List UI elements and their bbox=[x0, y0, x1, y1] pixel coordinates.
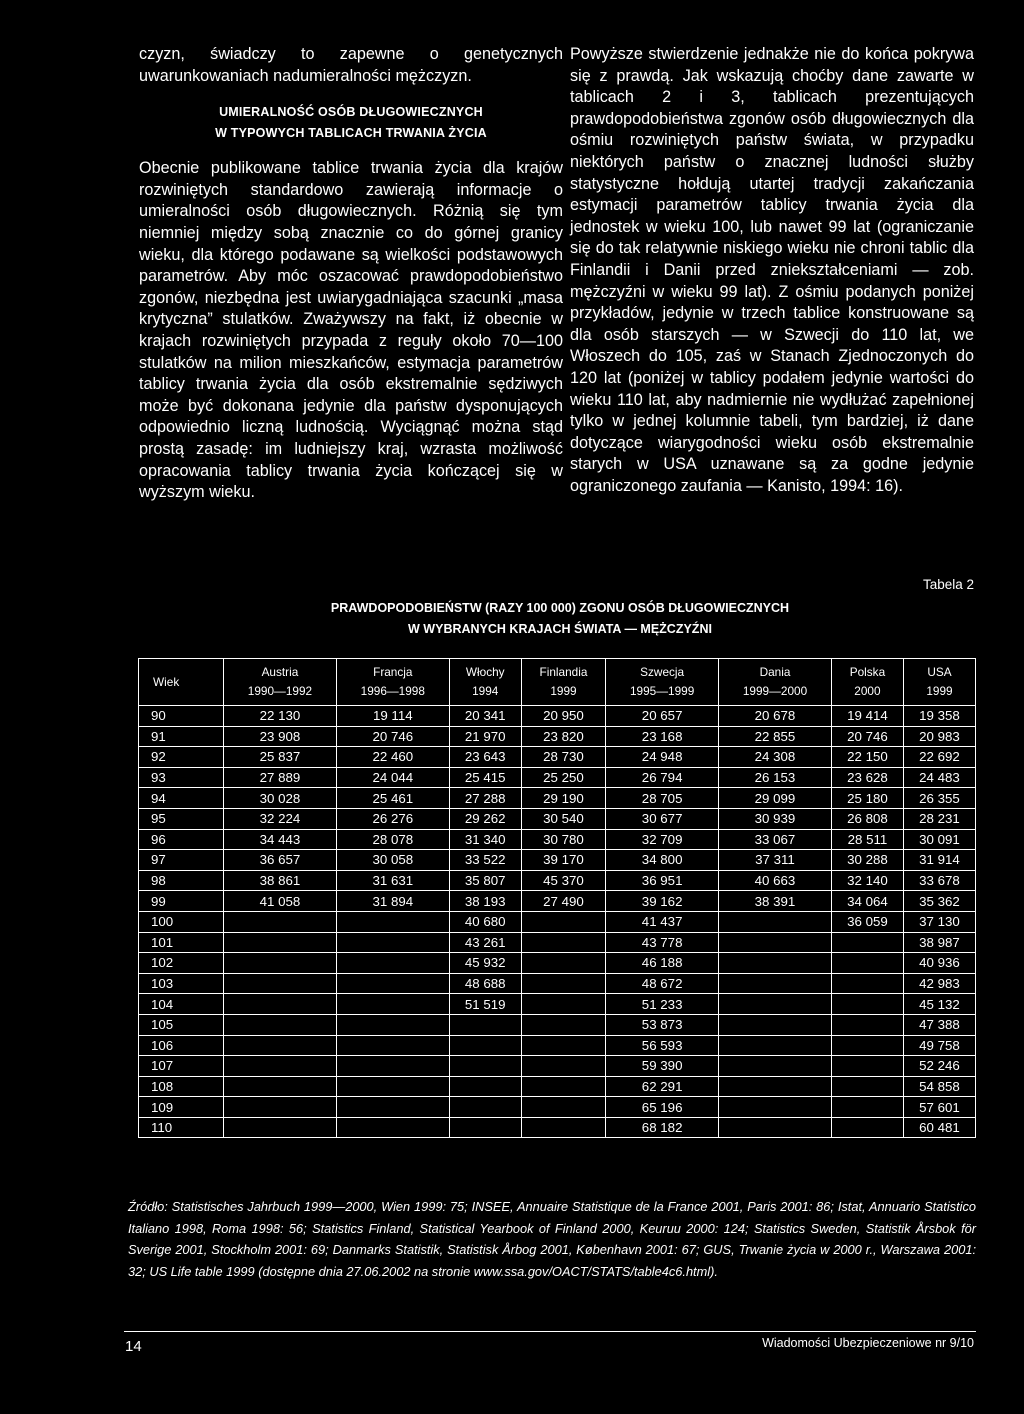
age-cell: 94 bbox=[139, 788, 224, 809]
table-body bbox=[139, 706, 976, 1138]
value-cell: 28 511 bbox=[831, 829, 903, 850]
table-row bbox=[139, 870, 976, 891]
source-note: Źródło: Statistisches Jahrbuch 1999—2000, Wien 1999: 75; INSEE, Annuaire Statistique de la France 2001, Paris 2001: 86; Istat, Annuario Statistico Italiano 1998, Roma 1998: 56; Statistics Finland, Statistical Yearbook of Finland 2000, Keuruu 2000: 124; Statistics Sweden, Statistik Årsbok för Sverige 2001, Stockholm 2001: 69; Danmarks Statistik, Statistisk Årbog 2001, København 2001: 67; GUS, Trwanie życia w 2000 r., Warszawa 2001: 32; US Life table 1999 (dostępne dnia 27.06.2002 na stronie www.ssa.gov/OACT/STATS/table4c6.html). bbox=[128, 1199, 976, 1279]
value-cell: 38 193 bbox=[449, 891, 521, 912]
value-cell: 29 190 bbox=[521, 788, 605, 809]
age-cell: 97 bbox=[139, 850, 224, 871]
value-cell bbox=[521, 1076, 605, 1097]
value-cell: 30 028 bbox=[224, 788, 337, 809]
value-cell: 30 091 bbox=[903, 829, 975, 850]
value-cell: 48 688 bbox=[449, 973, 521, 994]
value-cell bbox=[831, 1014, 903, 1035]
value-cell bbox=[224, 1014, 337, 1035]
table-row bbox=[139, 973, 976, 994]
table-header-row bbox=[139, 659, 976, 706]
value-cell bbox=[449, 1014, 521, 1035]
value-cell: 52 246 bbox=[903, 1056, 975, 1077]
value-cell bbox=[336, 911, 449, 932]
value-cell: 28 730 bbox=[521, 747, 605, 768]
value-cell: 20 746 bbox=[336, 726, 449, 747]
value-cell: 20 746 bbox=[831, 726, 903, 747]
value-cell bbox=[831, 1056, 903, 1077]
country-name: Szwecja bbox=[640, 665, 685, 679]
table-row bbox=[139, 706, 976, 727]
value-cell: 60 481 bbox=[903, 1117, 975, 1138]
value-cell: 26 153 bbox=[719, 767, 832, 788]
value-cell: 62 291 bbox=[606, 1076, 719, 1097]
age-cell: 107 bbox=[139, 1056, 224, 1077]
value-cell: 20 657 bbox=[606, 706, 719, 727]
value-cell: 30 288 bbox=[831, 850, 903, 871]
value-cell: 35 362 bbox=[903, 891, 975, 912]
country-years: 1999—2000 bbox=[742, 684, 808, 698]
left-column bbox=[139, 44, 563, 504]
value-cell bbox=[224, 1076, 337, 1097]
value-cell bbox=[336, 953, 449, 974]
table-row bbox=[139, 829, 976, 850]
value-cell: 53 873 bbox=[606, 1014, 719, 1035]
value-cell: 19 114 bbox=[336, 706, 449, 727]
value-cell bbox=[336, 932, 449, 953]
country-name: Finlandia bbox=[539, 665, 588, 679]
value-cell: 25 250 bbox=[521, 767, 605, 788]
value-cell bbox=[449, 1056, 521, 1077]
right-column bbox=[570, 44, 974, 497]
value-cell: 28 078 bbox=[336, 829, 449, 850]
value-cell bbox=[336, 973, 449, 994]
section-heading-line1: UMIERALNOŚĆ OSÓB DŁUGOWIECZNYCH bbox=[219, 105, 483, 120]
country-name: Polska bbox=[849, 665, 886, 679]
value-cell bbox=[719, 994, 832, 1015]
value-cell bbox=[224, 911, 337, 932]
age-cell: 110 bbox=[139, 1117, 224, 1138]
value-cell: 19 358 bbox=[903, 706, 975, 727]
table-row bbox=[139, 726, 976, 747]
value-cell bbox=[831, 994, 903, 1015]
value-cell bbox=[521, 1014, 605, 1035]
value-cell: 19 414 bbox=[831, 706, 903, 727]
age-cell: 100 bbox=[139, 911, 224, 932]
value-cell bbox=[831, 1035, 903, 1056]
value-cell: 34 443 bbox=[224, 829, 337, 850]
value-cell: 42 983 bbox=[903, 973, 975, 994]
value-cell: 25 461 bbox=[336, 788, 449, 809]
value-cell: 32 224 bbox=[224, 808, 337, 829]
table-row bbox=[139, 1097, 976, 1118]
value-cell: 27 889 bbox=[224, 767, 337, 788]
value-cell: 36 951 bbox=[606, 870, 719, 891]
right-paragraph: Powyższe stwierdzenie jednakże nie do końca pokrywa się z prawdą. Jak wskazują choćby dane zawarte w tablicach 2 i 3, tablicach prezentujących prawdopodobieństwa zgonów osób długowiecznych dla ośmiu rozwiniętych państw świata, w przypadku niektórych państw o znacznej ludności służby statystyczne hołdują utartej tradycji zakańczania estymacji parametrów tablicy trwania życia dla jednostek w wieku 100, lub nawet 99 lat (ograniczanie się do tak relatywnie niskiego wieku nie chroni tablic dla Finlandii i Danii przed zniekształceniami — zob. mężczyźni w wieku 99 lat). Z ośmiu podanych poniżej przykładów, jedynie w trzech tablice konstruowane są dla osób starszych — w Szwecji do 110 lat, we Włoszech do 105, zaś w Stanach Zjednoczonych do 120 lat (poniżej w tablicy podałem jedynie wartości do wieku 110 lat, aby nadmiernie nie wydłużać zapełnionej tylko w jednej kolumnie tabeli, tym bardziej, iż dane dotyczące wiarygodności wieku osób ekstremalnie starych w USA uznawane są za godne jedynie ograniczonego zaufania — Kanisto, 1994: 16). bbox=[570, 45, 974, 495]
value-cell bbox=[224, 932, 337, 953]
value-cell bbox=[521, 1117, 605, 1138]
value-cell bbox=[224, 994, 337, 1015]
table-title-line2: W WYBRANYCH KRAJACH ŚWIATA — MĘŻCZYŹNI bbox=[408, 622, 712, 636]
value-cell: 23 908 bbox=[224, 726, 337, 747]
value-cell: 37 311 bbox=[719, 850, 832, 871]
value-cell: 45 132 bbox=[903, 994, 975, 1015]
value-cell: 26 355 bbox=[903, 788, 975, 809]
value-cell bbox=[719, 932, 832, 953]
country-years: 1990—1992 bbox=[247, 684, 313, 698]
value-cell: 25 837 bbox=[224, 747, 337, 768]
table-row bbox=[139, 1014, 976, 1035]
value-cell: 27 490 bbox=[521, 891, 605, 912]
value-cell: 41 437 bbox=[606, 911, 719, 932]
value-cell: 54 858 bbox=[903, 1076, 975, 1097]
country-name: Włochy bbox=[465, 665, 505, 679]
value-cell: 57 601 bbox=[903, 1097, 975, 1118]
table-row bbox=[139, 911, 976, 932]
value-cell: 30 058 bbox=[336, 850, 449, 871]
value-cell bbox=[449, 1076, 521, 1097]
country-header bbox=[831, 659, 903, 706]
value-cell: 24 308 bbox=[719, 747, 832, 768]
value-cell bbox=[521, 932, 605, 953]
country-years: 1995—1999 bbox=[629, 684, 695, 698]
value-cell: 43 778 bbox=[606, 932, 719, 953]
value-cell: 26 276 bbox=[336, 808, 449, 829]
value-cell: 30 939 bbox=[719, 808, 832, 829]
mortality-table bbox=[138, 658, 976, 1138]
value-cell: 25 415 bbox=[449, 767, 521, 788]
country-name: Austria bbox=[261, 665, 299, 679]
value-cell bbox=[336, 1097, 449, 1118]
value-cell: 46 188 bbox=[606, 953, 719, 974]
value-cell bbox=[719, 1014, 832, 1035]
value-cell: 31 914 bbox=[903, 850, 975, 871]
value-cell: 22 692 bbox=[903, 747, 975, 768]
value-cell: 51 519 bbox=[449, 994, 521, 1015]
value-cell: 29 262 bbox=[449, 808, 521, 829]
age-cell: 101 bbox=[139, 932, 224, 953]
value-cell: 37 130 bbox=[903, 911, 975, 932]
table-row bbox=[139, 953, 976, 974]
value-cell: 21 970 bbox=[449, 726, 521, 747]
country-header bbox=[224, 659, 337, 706]
country-header bbox=[521, 659, 605, 706]
country-name: USA bbox=[927, 665, 952, 679]
value-cell: 30 540 bbox=[521, 808, 605, 829]
table-row bbox=[139, 1035, 976, 1056]
value-cell: 38 987 bbox=[903, 932, 975, 953]
value-cell: 32 709 bbox=[606, 829, 719, 850]
value-cell: 22 460 bbox=[336, 747, 449, 768]
value-cell: 23 628 bbox=[831, 767, 903, 788]
value-cell bbox=[224, 1035, 337, 1056]
value-cell bbox=[336, 1117, 449, 1138]
country-years: 1999 bbox=[550, 684, 577, 698]
value-cell: 48 672 bbox=[606, 973, 719, 994]
value-cell: 23 820 bbox=[521, 726, 605, 747]
value-cell: 20 341 bbox=[449, 706, 521, 727]
value-cell bbox=[719, 1035, 832, 1056]
value-cell: 26 794 bbox=[606, 767, 719, 788]
value-cell bbox=[521, 1056, 605, 1077]
value-cell bbox=[719, 1117, 832, 1138]
value-cell: 40 680 bbox=[449, 911, 521, 932]
value-cell: 20 678 bbox=[719, 706, 832, 727]
value-cell bbox=[831, 932, 903, 953]
age-cell: 106 bbox=[139, 1035, 224, 1056]
table-row bbox=[139, 1056, 976, 1077]
value-cell: 31 894 bbox=[336, 891, 449, 912]
value-cell bbox=[224, 1097, 337, 1118]
value-cell: 22 130 bbox=[224, 706, 337, 727]
value-cell bbox=[224, 1117, 337, 1138]
section-heading-line2: W TYPOWYCH TABLICACH TRWANIA ŻYCIA bbox=[215, 126, 487, 141]
age-cell: 104 bbox=[139, 994, 224, 1015]
value-cell: 24 483 bbox=[903, 767, 975, 788]
value-cell bbox=[719, 953, 832, 974]
value-cell: 59 390 bbox=[606, 1056, 719, 1077]
value-cell bbox=[521, 1097, 605, 1118]
table-row bbox=[139, 767, 976, 788]
table-title bbox=[180, 598, 940, 640]
value-cell: 24 948 bbox=[606, 747, 719, 768]
value-cell: 33 067 bbox=[719, 829, 832, 850]
value-cell bbox=[336, 1014, 449, 1035]
value-cell: 28 705 bbox=[606, 788, 719, 809]
age-cell: 92 bbox=[139, 747, 224, 768]
value-cell bbox=[831, 1097, 903, 1118]
value-cell: 33 678 bbox=[903, 870, 975, 891]
value-cell: 39 170 bbox=[521, 850, 605, 871]
age-cell: 93 bbox=[139, 767, 224, 788]
country-years: 1994 bbox=[472, 684, 499, 698]
section-heading bbox=[139, 102, 563, 144]
value-cell: 23 643 bbox=[449, 747, 521, 768]
value-cell: 47 388 bbox=[903, 1014, 975, 1035]
value-cell bbox=[719, 973, 832, 994]
age-cell: 103 bbox=[139, 973, 224, 994]
value-cell: 40 663 bbox=[719, 870, 832, 891]
value-cell: 20 983 bbox=[903, 726, 975, 747]
body-paragraph: Obecnie publikowane tablice trwania życia dla krajów rozwiniętych standardowo zawierają informacje o umieralności osób długowiecznych. Różnią się tym niemniej między sobą znacznie co do górnej granicy wieku, dla którego podawane są wielkości podstawowych parametrów. Aby móc oszacować prawdopodobieństwo zgonów, niezbędna jest uwiarygadniająca szacunki „masa krytyczna” stulatków. Zważywszy na fakt, iż obecnie w krajach rozwiniętych przypada z reguły około 70—100 stulatków na milion mieszkańców, estymacja parametrów tablicy trwania życia dla osób ekstremalnie sędziwych może być dokonana jedynie dla państw dysponujących odpowiednio liczną ludnością. Wyciągnąć można stąd prostą zasadę: im ludniejszy kraj, wzrasta możliwość opracowania tablicy trwania życia kończącej się w wyższym wieku. bbox=[139, 159, 563, 502]
value-cell bbox=[336, 994, 449, 1015]
table-row bbox=[139, 994, 976, 1015]
value-cell: 24 044 bbox=[336, 767, 449, 788]
table-row bbox=[139, 808, 976, 829]
value-cell: 26 808 bbox=[831, 808, 903, 829]
value-cell: 30 780 bbox=[521, 829, 605, 850]
value-cell: 31 340 bbox=[449, 829, 521, 850]
country-header bbox=[449, 659, 521, 706]
journal-name: Wiadomości Ubezpieczeniowe nr 9/10 bbox=[762, 1336, 974, 1350]
value-cell bbox=[831, 1117, 903, 1138]
value-cell: 43 261 bbox=[449, 932, 521, 953]
country-years: 1996—1998 bbox=[360, 684, 425, 698]
value-cell bbox=[521, 994, 605, 1015]
value-cell bbox=[449, 1097, 521, 1118]
country-name: Francja bbox=[373, 665, 413, 679]
table-row bbox=[139, 932, 976, 953]
value-cell bbox=[719, 1056, 832, 1077]
country-header bbox=[719, 659, 832, 706]
value-cell: 51 233 bbox=[606, 994, 719, 1015]
age-cell: 96 bbox=[139, 829, 224, 850]
value-cell bbox=[719, 1076, 832, 1097]
value-cell: 34 064 bbox=[831, 891, 903, 912]
table-row bbox=[139, 891, 976, 912]
table-row bbox=[139, 850, 976, 871]
value-cell bbox=[719, 1097, 832, 1118]
value-cell: 31 631 bbox=[336, 870, 449, 891]
country-years: 2000 bbox=[854, 684, 881, 698]
age-cell: 105 bbox=[139, 1014, 224, 1035]
value-cell: 32 140 bbox=[831, 870, 903, 891]
age-cell: 90 bbox=[139, 706, 224, 727]
value-cell: 29 099 bbox=[719, 788, 832, 809]
value-cell: 27 288 bbox=[449, 788, 521, 809]
value-cell bbox=[336, 1076, 449, 1097]
value-cell bbox=[336, 1056, 449, 1077]
table-label: Tabela 2 bbox=[922, 577, 974, 592]
value-cell: 65 196 bbox=[606, 1097, 719, 1118]
value-cell bbox=[336, 1035, 449, 1056]
age-cell: 91 bbox=[139, 726, 224, 747]
age-cell: 98 bbox=[139, 870, 224, 891]
intro-paragraph: czyzn, świadczy to zapewne o genetycznych uwarunkowaniach nadumieralności mężczyzn. bbox=[139, 45, 563, 85]
footer-rule bbox=[124, 1331, 976, 1332]
value-cell: 56 593 bbox=[606, 1035, 719, 1056]
value-cell: 23 168 bbox=[606, 726, 719, 747]
value-cell: 36 657 bbox=[224, 850, 337, 871]
value-cell bbox=[831, 973, 903, 994]
value-cell: 41 058 bbox=[224, 891, 337, 912]
value-cell: 40 936 bbox=[903, 953, 975, 974]
value-cell bbox=[224, 1056, 337, 1077]
table-title-line1: PRAWDOPODOBIEŃSTW (RAZY 100 000) ZGONU OSÓB DŁUGOWIECZNYCH bbox=[330, 601, 790, 615]
value-cell: 22 150 bbox=[831, 747, 903, 768]
value-cell: 35 807 bbox=[449, 870, 521, 891]
value-cell bbox=[449, 1035, 521, 1056]
country-years: 1999 bbox=[926, 684, 953, 698]
table-row bbox=[139, 788, 976, 809]
country-header bbox=[903, 659, 975, 706]
value-cell: 45 932 bbox=[449, 953, 521, 974]
table-row bbox=[139, 1117, 976, 1138]
value-cell: 33 522 bbox=[449, 850, 521, 871]
value-cell: 38 861 bbox=[224, 870, 337, 891]
value-cell bbox=[521, 1035, 605, 1056]
value-cell: 38 391 bbox=[719, 891, 832, 912]
value-cell: 25 180 bbox=[831, 788, 903, 809]
age-cell: 108 bbox=[139, 1076, 224, 1097]
value-cell: 68 182 bbox=[606, 1117, 719, 1138]
table-row bbox=[139, 747, 976, 768]
value-cell: 30 677 bbox=[606, 808, 719, 829]
value-cell bbox=[224, 973, 337, 994]
value-cell bbox=[831, 953, 903, 974]
value-cell bbox=[224, 953, 337, 974]
country-header bbox=[606, 659, 719, 706]
value-cell bbox=[521, 953, 605, 974]
value-cell bbox=[719, 911, 832, 932]
age-cell: 95 bbox=[139, 808, 224, 829]
country-name: Dania bbox=[759, 665, 791, 679]
age-cell: 102 bbox=[139, 953, 224, 974]
wiek-header: Wiek bbox=[139, 659, 224, 706]
value-cell: 49 758 bbox=[903, 1035, 975, 1056]
value-cell: 36 059 bbox=[831, 911, 903, 932]
value-cell: 39 162 bbox=[606, 891, 719, 912]
value-cell bbox=[449, 1117, 521, 1138]
value-cell bbox=[521, 911, 605, 932]
age-cell: 99 bbox=[139, 891, 224, 912]
value-cell bbox=[521, 973, 605, 994]
value-cell: 20 950 bbox=[521, 706, 605, 727]
value-cell: 45 370 bbox=[521, 870, 605, 891]
value-cell: 22 855 bbox=[719, 726, 832, 747]
table-row bbox=[139, 1076, 976, 1097]
age-cell: 109 bbox=[139, 1097, 224, 1118]
value-cell: 34 800 bbox=[606, 850, 719, 871]
value-cell bbox=[831, 1076, 903, 1097]
value-cell: 28 231 bbox=[903, 808, 975, 829]
page-number: 14 bbox=[125, 1338, 142, 1355]
country-header bbox=[336, 659, 449, 706]
